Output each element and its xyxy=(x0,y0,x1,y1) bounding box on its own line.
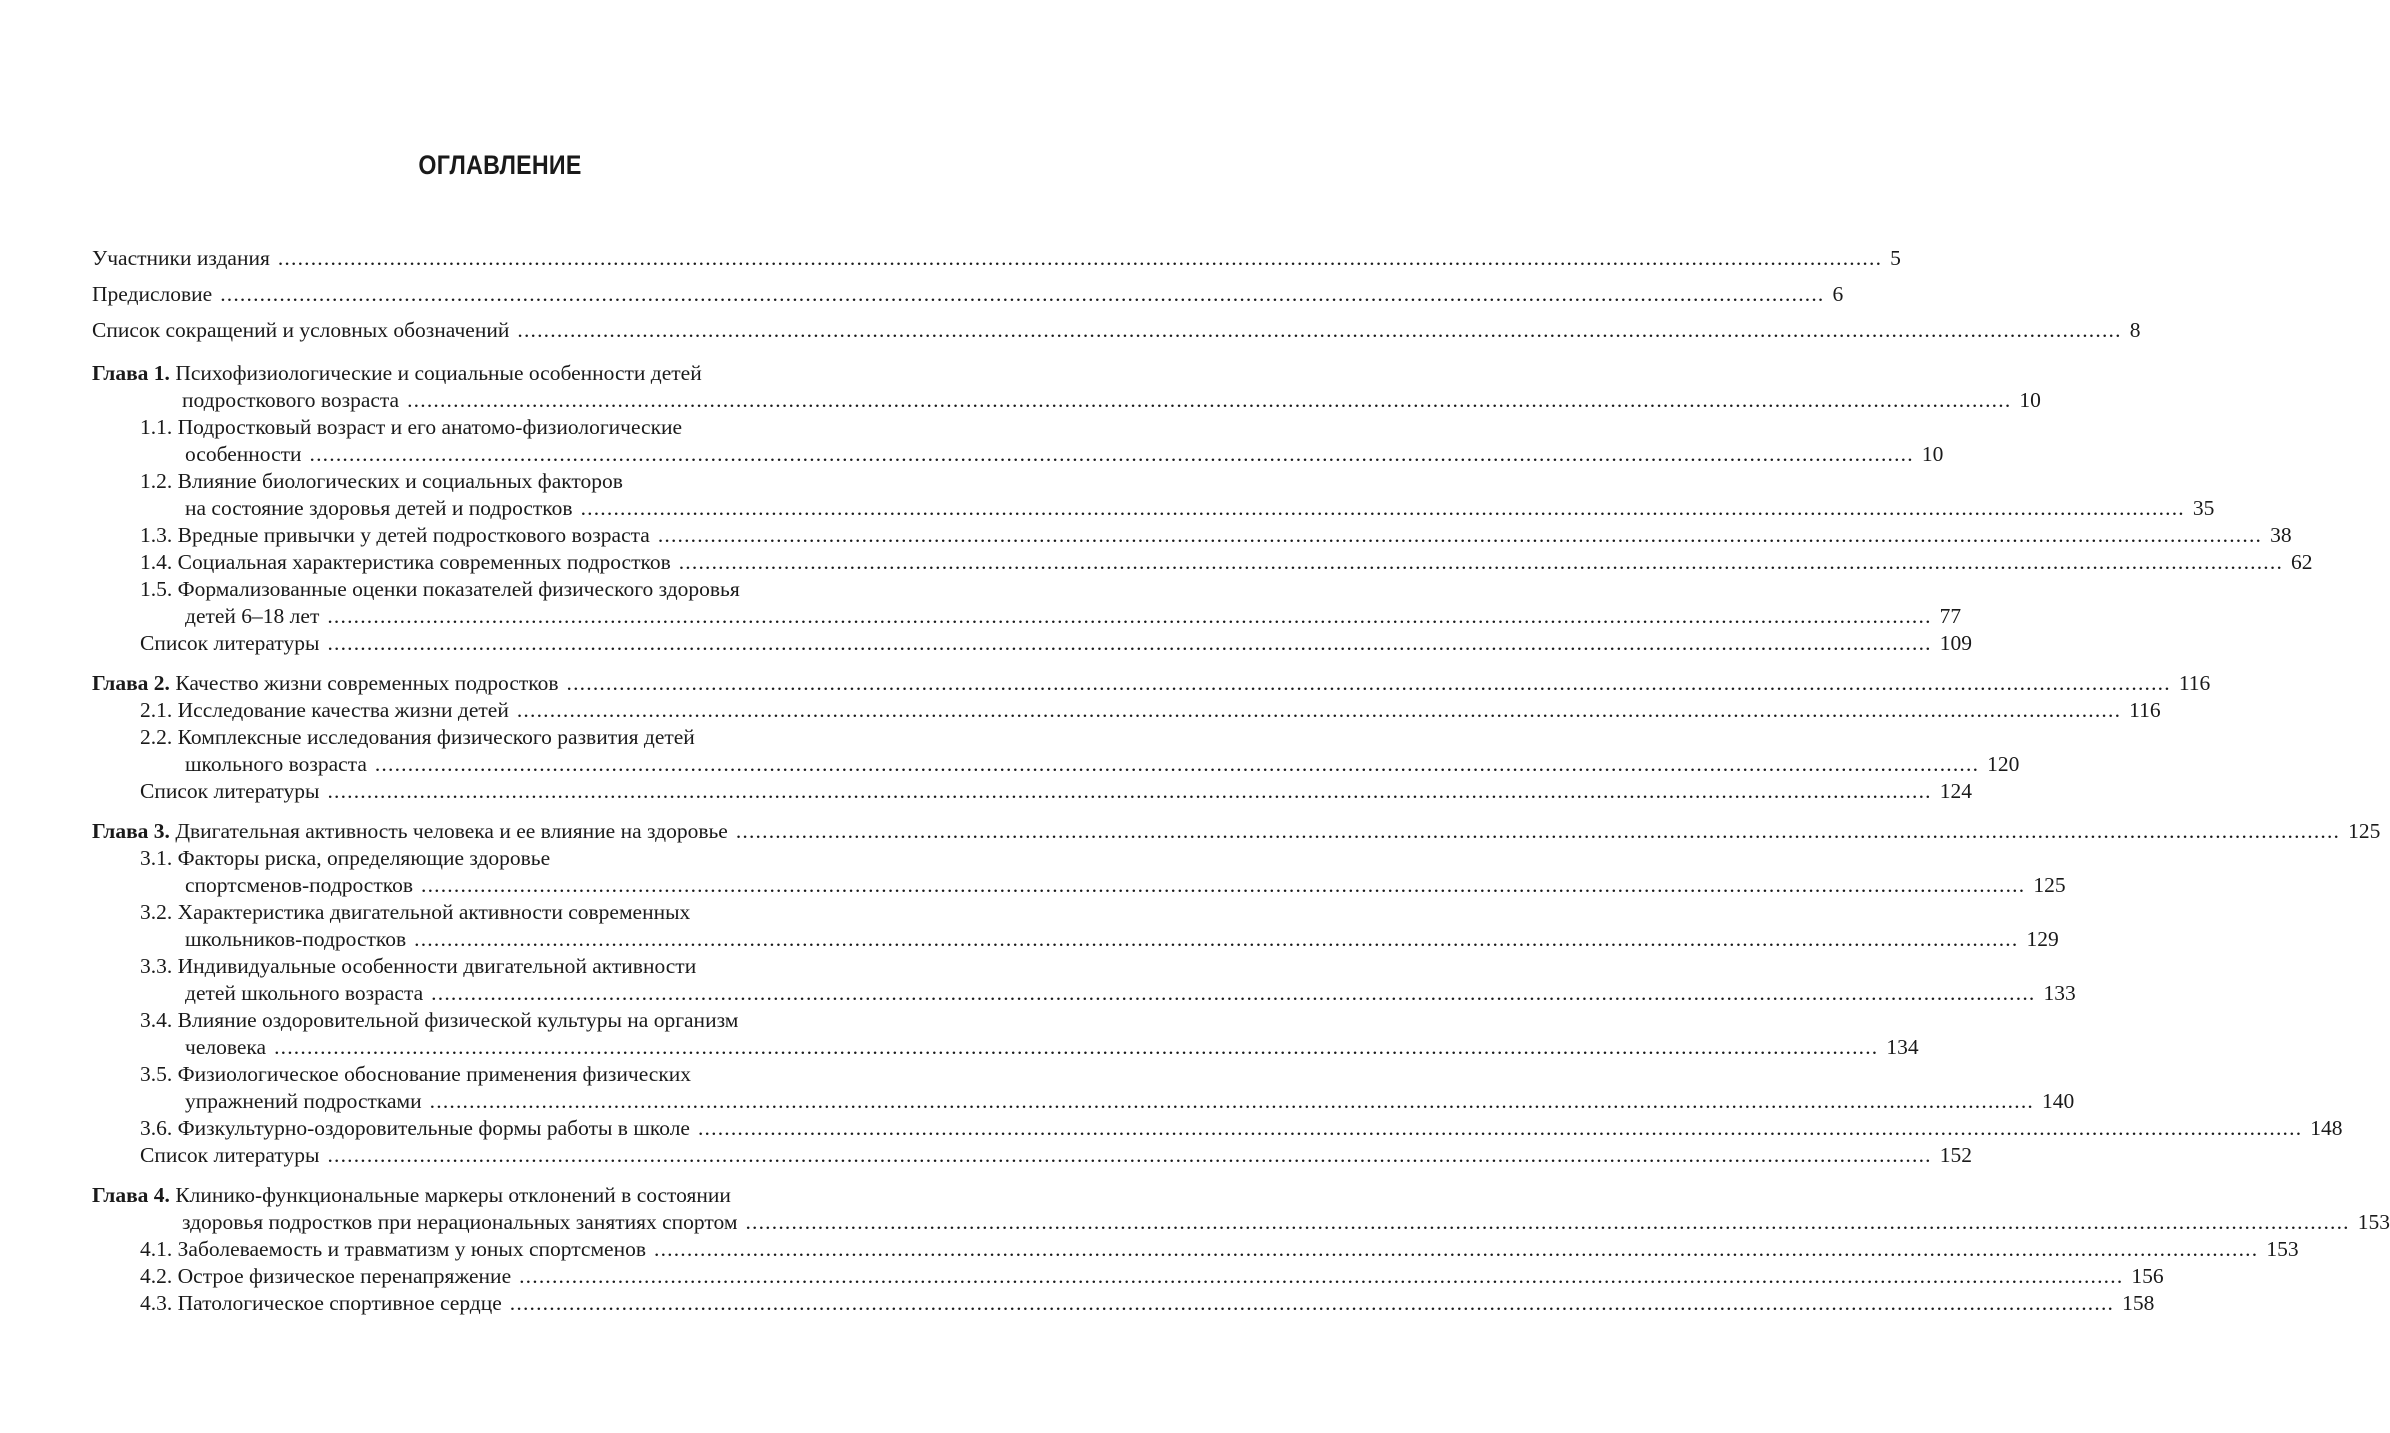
page-number: 10 xyxy=(2019,388,2041,412)
page-number: 158 xyxy=(2122,1291,2155,1315)
section-number: 3.1. xyxy=(140,846,178,870)
page-number: 140 xyxy=(2041,1089,2075,1113)
chapter-entry xyxy=(92,818,2381,845)
dot-leader xyxy=(327,778,1931,805)
page-number: 10 xyxy=(1921,442,1944,466)
entry-title: Участники издания xyxy=(92,246,270,270)
toc-line xyxy=(140,1236,2299,1263)
section-entry xyxy=(92,1263,2164,1290)
dot-leader xyxy=(274,1035,1878,1059)
dot-leader xyxy=(654,1236,2258,1263)
section-entry xyxy=(92,724,2020,778)
page-number: 120 xyxy=(1987,752,2020,776)
page-number: 109 xyxy=(1939,631,1972,655)
entry-title: на состояние здоровья детей и подростков xyxy=(185,496,573,520)
page-number: 6 xyxy=(1832,282,1844,306)
toc-line xyxy=(140,630,1972,657)
toc-line xyxy=(140,778,1972,805)
section-number: 1.5. xyxy=(140,577,178,601)
page-number: 148 xyxy=(2310,1116,2343,1140)
table-of-contents xyxy=(92,240,2390,1330)
dot-leader xyxy=(581,496,2185,520)
toc-line xyxy=(140,1142,1972,1169)
entry-title: Заболеваемость и травматизм у юных спортсменов xyxy=(177,1237,646,1261)
page-number: 5 xyxy=(1890,246,1901,270)
entry-title: Вредные привычки у детей подросткового возраста xyxy=(177,523,650,547)
entry-title: Список литературы xyxy=(140,779,320,803)
dot-leader xyxy=(327,604,1931,628)
section-number: 1.2. xyxy=(140,469,178,493)
section-entry xyxy=(92,697,2161,724)
toc-line xyxy=(140,1034,1919,1061)
page-number: 152 xyxy=(1939,1143,1972,1167)
page-number: 134 xyxy=(1886,1035,1919,1059)
entry-title: спортсменов-подростков xyxy=(185,873,413,897)
page-number: 35 xyxy=(2192,496,2215,520)
entry-title: школьников-подростков xyxy=(185,927,407,951)
section-number: 1.3. xyxy=(140,523,178,547)
entry-title: особенности xyxy=(185,442,302,466)
toc-line xyxy=(140,549,2313,576)
entry-title: Острое физическое перенапряжение xyxy=(177,1264,512,1288)
entry-title: Социальная характеристика современных подростков xyxy=(177,550,671,574)
section-number: 1.4. xyxy=(140,550,178,574)
dot-leader xyxy=(745,1210,2349,1234)
entry-title: Подростковый возраст и его анатомо-физиологические xyxy=(177,415,683,439)
toc-line xyxy=(92,818,2381,845)
toc-line xyxy=(140,845,894,872)
toc-entry xyxy=(92,312,2141,348)
chapter-entry xyxy=(92,670,2211,697)
toc-entry xyxy=(92,240,1901,276)
section-entry xyxy=(92,1007,1919,1061)
dot-leader xyxy=(736,818,2340,845)
entry-title: Список литературы xyxy=(140,631,320,655)
page-title: ОГЛАВЛЕНИЕ xyxy=(418,150,582,180)
chapter-entry xyxy=(92,1182,2390,1236)
toc-line xyxy=(140,1115,2343,1142)
chapter-entry xyxy=(92,360,2041,414)
section-number: 2.1. xyxy=(140,698,178,722)
chapter-group xyxy=(92,818,2381,1169)
entry-title: школьного возраста xyxy=(185,752,367,776)
section-number: 4.2. xyxy=(140,1264,178,1288)
toc-line xyxy=(140,576,894,603)
dot-leader xyxy=(327,1142,1931,1169)
toc-line xyxy=(92,670,2211,697)
toc-line xyxy=(140,899,894,926)
dot-leader xyxy=(327,630,1931,657)
section-entry xyxy=(92,414,1944,468)
entry-title: Патологическое спортивное сердце xyxy=(177,1291,502,1315)
dot-leader xyxy=(375,752,1979,776)
entry-title: Исследование качества жизни детей xyxy=(177,698,509,722)
toc-line xyxy=(140,495,2215,522)
page-number: 62 xyxy=(2291,550,2313,574)
entry-title: Двигательная активность человека и ее влияние на здоровье xyxy=(175,819,728,843)
dot-leader xyxy=(278,240,1882,276)
chapter-label: Глава 4. xyxy=(92,1183,176,1207)
entry-title: подросткового возраста xyxy=(182,388,400,412)
page-number: 153 xyxy=(2357,1210,2390,1234)
toc-line xyxy=(140,1290,2155,1317)
toc-line xyxy=(140,1061,894,1088)
section-entry xyxy=(92,1142,1972,1169)
toc-line xyxy=(92,387,2041,414)
toc-entry xyxy=(92,276,1844,312)
dot-leader xyxy=(567,670,2171,697)
chapter-label: Глава 2. xyxy=(92,671,176,695)
section-entry xyxy=(92,1290,2155,1317)
section-entry xyxy=(92,778,1972,805)
toc-line xyxy=(140,980,2076,1007)
dot-leader xyxy=(414,927,2018,951)
entry-title: здоровья подростков при нерациональных занятиях спортом xyxy=(182,1210,738,1234)
section-entry xyxy=(92,468,2215,522)
toc-line xyxy=(140,1007,894,1034)
entry-title: Формализованные оценки показателей физического здоровья xyxy=(177,577,740,601)
section-number: 1.1. xyxy=(140,415,178,439)
toc-line xyxy=(140,953,894,980)
entry-title: человека xyxy=(185,1035,267,1059)
toc-line xyxy=(140,724,894,751)
entry-title: Физкультурно-оздоровительные формы работы в школе xyxy=(177,1116,690,1140)
page-number: 125 xyxy=(2033,873,2066,897)
toc-line xyxy=(140,603,1962,630)
toc-line xyxy=(92,360,894,387)
toc-line xyxy=(140,441,1944,468)
entry-title: Влияние биологических и социальных факторов xyxy=(177,469,623,493)
toc-line xyxy=(140,414,894,441)
entry-title: Психофизиологические и социальные особенности детей xyxy=(175,361,702,385)
section-entry xyxy=(92,1061,2075,1115)
chapter-label: Глава 1. xyxy=(92,361,176,385)
entry-title: Влияние оздоровительной физической культуры на организм xyxy=(177,1008,739,1032)
page-number: 77 xyxy=(1939,604,1962,628)
section-number: 3.4. xyxy=(140,1008,178,1032)
dot-leader xyxy=(310,442,1914,466)
section-entry xyxy=(92,1236,2299,1263)
dot-leader xyxy=(407,388,2011,412)
toc-line xyxy=(140,872,2066,899)
toc-line xyxy=(140,751,2020,778)
toc-line xyxy=(140,1088,2075,1115)
page-number: 125 xyxy=(2348,819,2381,843)
front-matter xyxy=(92,240,2141,348)
toc-line xyxy=(92,1209,2390,1236)
entry-title: Факторы риска, определяющие здоровье xyxy=(177,846,551,870)
section-number: 2.2. xyxy=(140,725,178,749)
entry-title: Список литературы xyxy=(140,1143,320,1167)
dot-leader xyxy=(431,981,2035,1005)
dot-leader xyxy=(698,1115,2302,1142)
section-entry xyxy=(92,845,2066,899)
page-number: 116 xyxy=(2129,698,2161,722)
entry-title: Предисловие xyxy=(92,282,213,306)
page-number: 153 xyxy=(2266,1237,2299,1261)
dot-leader xyxy=(658,522,2262,549)
section-entry xyxy=(92,576,1962,630)
section-entry xyxy=(92,899,2059,953)
toc-line xyxy=(92,240,1901,276)
page-number: 124 xyxy=(1939,779,1972,803)
page-number: 116 xyxy=(2178,671,2211,695)
section-number: 3.3. xyxy=(140,954,178,978)
dot-leader xyxy=(519,1263,2123,1290)
entry-title: детей школьного возраста xyxy=(185,981,424,1005)
toc-line xyxy=(92,276,1844,312)
entry-title: Качество жизни современных подростков xyxy=(175,671,559,695)
section-number: 4.1. xyxy=(140,1237,178,1261)
section-entry xyxy=(92,953,2076,1007)
entry-title: Комплексные исследования физического развития детей xyxy=(177,725,695,749)
page-number: 8 xyxy=(2129,318,2141,342)
entry-title: Физиологическое обоснование применения физических xyxy=(177,1062,692,1086)
page-number: 156 xyxy=(2131,1264,2164,1288)
page-number: 38 xyxy=(2270,523,2292,547)
section-entry xyxy=(92,630,1972,657)
page-number: 133 xyxy=(2043,981,2076,1005)
chapter-group xyxy=(92,360,2313,657)
toc-line xyxy=(140,522,2292,549)
chapter-label: Глава 3. xyxy=(92,819,176,843)
toc-line xyxy=(140,1263,2164,1290)
entry-title: детей 6–18 лет xyxy=(185,604,320,628)
section-number: 3.5. xyxy=(140,1062,178,1086)
section-number: 3.6. xyxy=(140,1116,178,1140)
chapter-group xyxy=(92,670,2211,805)
toc-line xyxy=(140,926,2059,953)
toc-line xyxy=(140,697,2161,724)
dot-leader xyxy=(517,312,2121,348)
entry-title: упражнений подростками xyxy=(185,1089,422,1113)
section-entry xyxy=(92,549,2313,576)
entry-title: Список сокращений и условных обозначений xyxy=(92,318,510,342)
section-entry xyxy=(92,522,2292,549)
toc-line xyxy=(92,1182,894,1209)
toc-line xyxy=(140,468,894,495)
dot-leader xyxy=(421,873,2025,897)
toc-line xyxy=(92,312,2141,348)
entry-title: Клинико-функциональные маркеры отклонений в состоянии xyxy=(175,1183,731,1207)
section-entry xyxy=(92,1115,2343,1142)
entry-title: Характеристика двигательной активности современных xyxy=(177,900,691,924)
section-number: 4.3. xyxy=(140,1291,178,1315)
section-number: 3.2. xyxy=(140,900,178,924)
dot-leader xyxy=(679,549,2283,576)
chapter-group xyxy=(92,1182,2390,1317)
dot-leader xyxy=(220,276,1824,312)
dot-leader xyxy=(430,1089,2034,1113)
dot-leader xyxy=(510,1290,2114,1317)
entry-title: Индивидуальные особенности двигательной активности xyxy=(177,954,697,978)
dot-leader xyxy=(517,697,2121,724)
page-number: 129 xyxy=(2026,927,2059,951)
